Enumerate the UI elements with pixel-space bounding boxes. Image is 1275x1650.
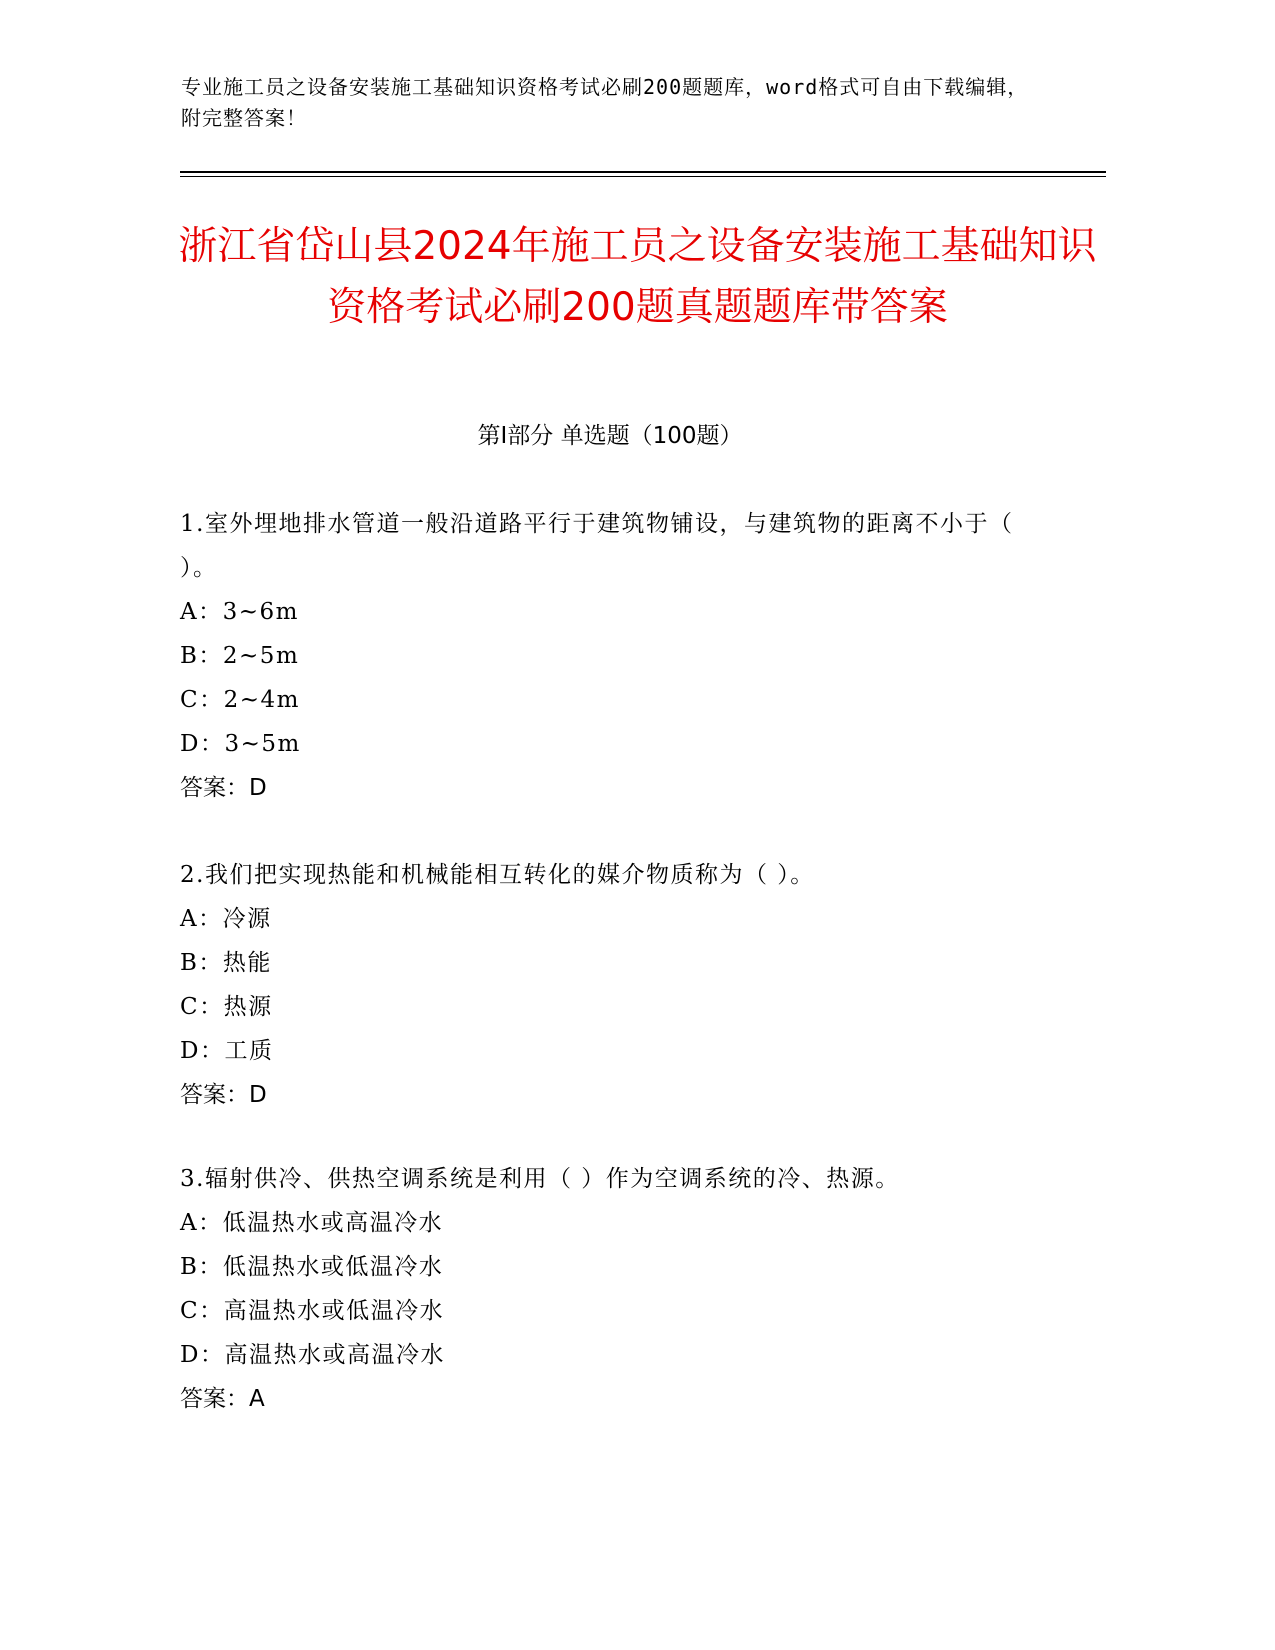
question-stem: 3.辐射供冷、供热空调系统是利用（ ）作为空调系统的冷、热源。	[180, 1166, 900, 1192]
answer: 答案：D	[180, 1082, 267, 1108]
question-stem: 1.室外埋地排水管道一般沿道路平行于建筑物铺设，与建筑物的距离不小于（ ）。	[180, 511, 1014, 581]
answer: 答案：D	[180, 775, 267, 801]
option-a: A：3~6m	[180, 599, 299, 625]
option-c: C：热源	[180, 994, 273, 1020]
answer: 答案：A	[180, 1386, 265, 1412]
option-d: D：高温热水或高温冷水	[180, 1342, 445, 1368]
header-divider-thin	[180, 176, 1106, 177]
question-2	[180, 853, 1040, 1117]
option-b: B：低温热水或低温冷水	[180, 1254, 444, 1280]
option-b: B：热能	[180, 950, 272, 976]
document-title: 浙江省岱山县2024年施工员之设备安装施工基础知识资格考试必刷200题真题题库带答案	[178, 224, 1097, 330]
question-stem: 2.我们把实现热能和机械能相互转化的媒介物质称为（ ）。	[180, 862, 815, 888]
header-note: 专业施工员之设备安装施工基础知识资格考试必刷200题题库，word格式可自由下载编辑，附完整答案！	[181, 75, 1029, 130]
option-d: D：3~5m	[180, 731, 301, 757]
option-b: B：2~5m	[180, 643, 300, 669]
option-d: D：工质	[180, 1038, 274, 1064]
option-a: A：低温热水或高温冷水	[180, 1210, 444, 1236]
option-a: A：冷源	[180, 906, 272, 932]
header-divider-thick	[180, 171, 1106, 173]
question-3	[180, 1157, 1040, 1421]
question-1	[180, 502, 1040, 810]
section-title: 第Ⅰ部分 单选题（100题）	[477, 423, 743, 449]
option-c: C：高温热水或低温冷水	[180, 1298, 445, 1324]
option-c: C：2~4m	[180, 687, 300, 713]
